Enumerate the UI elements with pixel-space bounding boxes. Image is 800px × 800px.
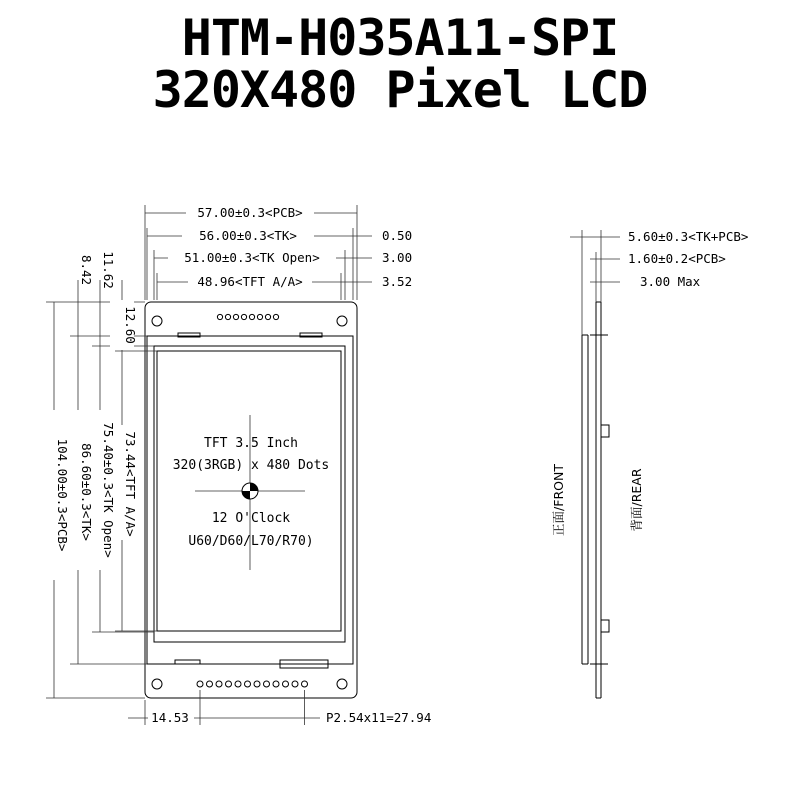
dim-side-max: 3.00 Max bbox=[640, 274, 701, 289]
dim-pin-pitch: P2.54x11=27.94 bbox=[326, 710, 432, 725]
dim-side-total: 5.60±0.3<TK+PCB> bbox=[628, 229, 749, 244]
center-text-angles: U60/D60/L70/R70) bbox=[188, 534, 314, 549]
center-text-dots: 320(3RGB) x 480 Dots bbox=[172, 458, 330, 473]
mounting-hole-top-right bbox=[337, 316, 347, 326]
dim-tk-height: 86.60±0.3<TK> bbox=[79, 443, 94, 541]
title-model: HTM-H035A11-SPI bbox=[181, 9, 619, 67]
dim-tk-open-width: 51.00±0.3<TK Open> bbox=[184, 250, 320, 265]
mounting-hole-bottom-right bbox=[337, 679, 347, 689]
side-view bbox=[551, 229, 748, 698]
dim-tk-width: 56.00±0.3<TK> bbox=[199, 228, 297, 243]
dim-tft-aa-height: 73.44<TFT A/A> bbox=[123, 431, 138, 537]
dim-right-offset-1: 0.50 bbox=[382, 228, 413, 243]
dim-right-offset-3: 3.52 bbox=[382, 274, 413, 289]
dim-pcb-width: 57.00±0.3<PCB> bbox=[197, 205, 303, 220]
left-dimensions bbox=[42, 251, 157, 698]
label-rear: 背面/REAR bbox=[629, 468, 644, 532]
top-connector-pads bbox=[217, 314, 278, 319]
center-text-view: 12 O'Clock bbox=[211, 511, 291, 526]
front-view bbox=[145, 302, 357, 698]
dim-pcb-height: 104.00±0.3<PCB> bbox=[55, 438, 70, 552]
mounting-hole-bottom-left bbox=[152, 679, 162, 689]
dim-side-pcb: 1.60±0.2<PCB> bbox=[628, 251, 726, 266]
label-front: 正面/FRONT bbox=[551, 464, 566, 536]
dim-offset-a: 11.62 bbox=[101, 251, 116, 289]
dim-right-offset-2: 3.00 bbox=[382, 250, 413, 265]
dim-tft-aa-width: 48.96<TFT A/A> bbox=[197, 274, 303, 289]
bottom-dimensions bbox=[128, 690, 431, 726]
pcb-outline bbox=[145, 302, 357, 698]
dim-tk-open-height: 75.40±0.3<TK Open> bbox=[101, 422, 116, 558]
mounting-hole-top-left bbox=[152, 316, 162, 326]
top-dimensions bbox=[145, 204, 412, 300]
dim-pin-offset: 14.53 bbox=[151, 710, 189, 725]
center-text-size: TFT 3.5 Inch bbox=[204, 436, 298, 451]
dim-offset-c: 12.60 bbox=[123, 306, 138, 344]
bottom-pin-header bbox=[197, 681, 308, 687]
dim-offset-b: 8.42 bbox=[79, 254, 94, 286]
title-resolution: 320X480 Pixel LCD bbox=[152, 61, 648, 119]
